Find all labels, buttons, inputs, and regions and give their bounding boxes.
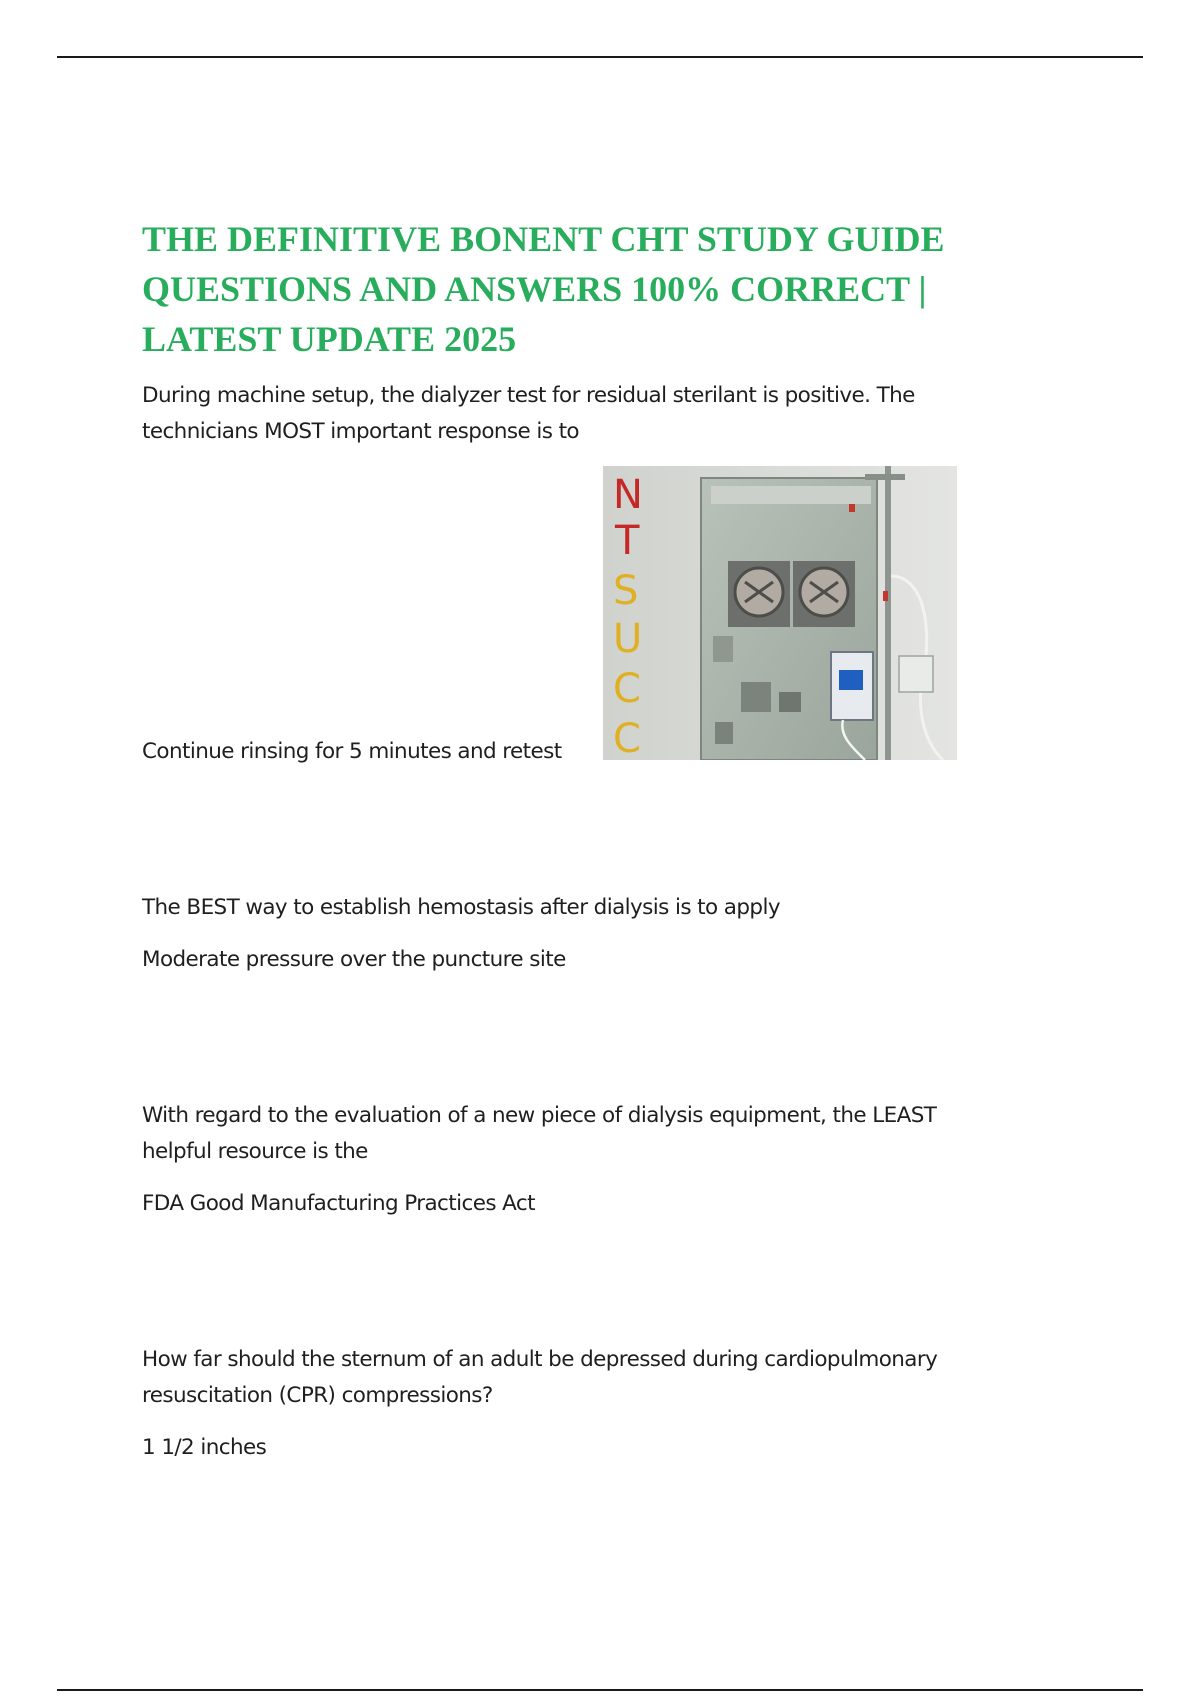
document-title — [142, 214, 1042, 364]
question-2: The BEST way to establish hemostasis after dialysis is to apply — [142, 895, 780, 920]
dialysis-machine-photo — [603, 466, 957, 760]
question-4 — [142, 1342, 1042, 1414]
watermark-letter-t: T — [615, 518, 640, 564]
question-3-line-1: With regard to the evaluation of a new piece of dialysis equipment, the LEAST — [142, 1103, 937, 1128]
watermark-letter-c1: C — [613, 666, 641, 712]
watermark-letter-c2: C — [613, 716, 641, 760]
top-rule — [57, 56, 1143, 58]
title-line-3: LATEST UPDATE 2025 — [142, 319, 517, 359]
question-4-line-2: resuscitation (CPR) compressions? — [142, 1383, 493, 1408]
bottom-rule — [57, 1689, 1143, 1691]
question-4-line-1: How far should the sternum of an adult be depressed during cardiopulmonary — [142, 1347, 938, 1372]
dialysis-machine-image — [603, 466, 957, 760]
title-line-1: THE DEFINITIVE BONENT CHT STUDY GUIDE — [142, 219, 945, 259]
answer-3: FDA Good Manufacturing Practices Act — [142, 1191, 535, 1216]
answer-4: 1 1/2 inches — [142, 1435, 267, 1460]
title-line-2: QUESTIONS AND ANSWERS 100% CORRECT | — [142, 269, 927, 309]
question-3 — [142, 1098, 1042, 1170]
question-1 — [142, 378, 1042, 450]
question-1-line-2: technicians MOST important response is to — [142, 419, 579, 444]
answer-2: Moderate pressure over the puncture site — [142, 947, 566, 972]
watermark-letter-n: N — [613, 472, 643, 518]
question-3-line-2: helpful resource is the — [142, 1139, 368, 1164]
watermark-letter-u: U — [613, 616, 643, 662]
answer-1: Continue rinsing for 5 minutes and retest — [142, 739, 562, 764]
question-1-line-1: During machine setup, the dialyzer test for residual sterilant is positive. The — [142, 383, 915, 408]
watermark-letter-s: S — [613, 568, 639, 614]
